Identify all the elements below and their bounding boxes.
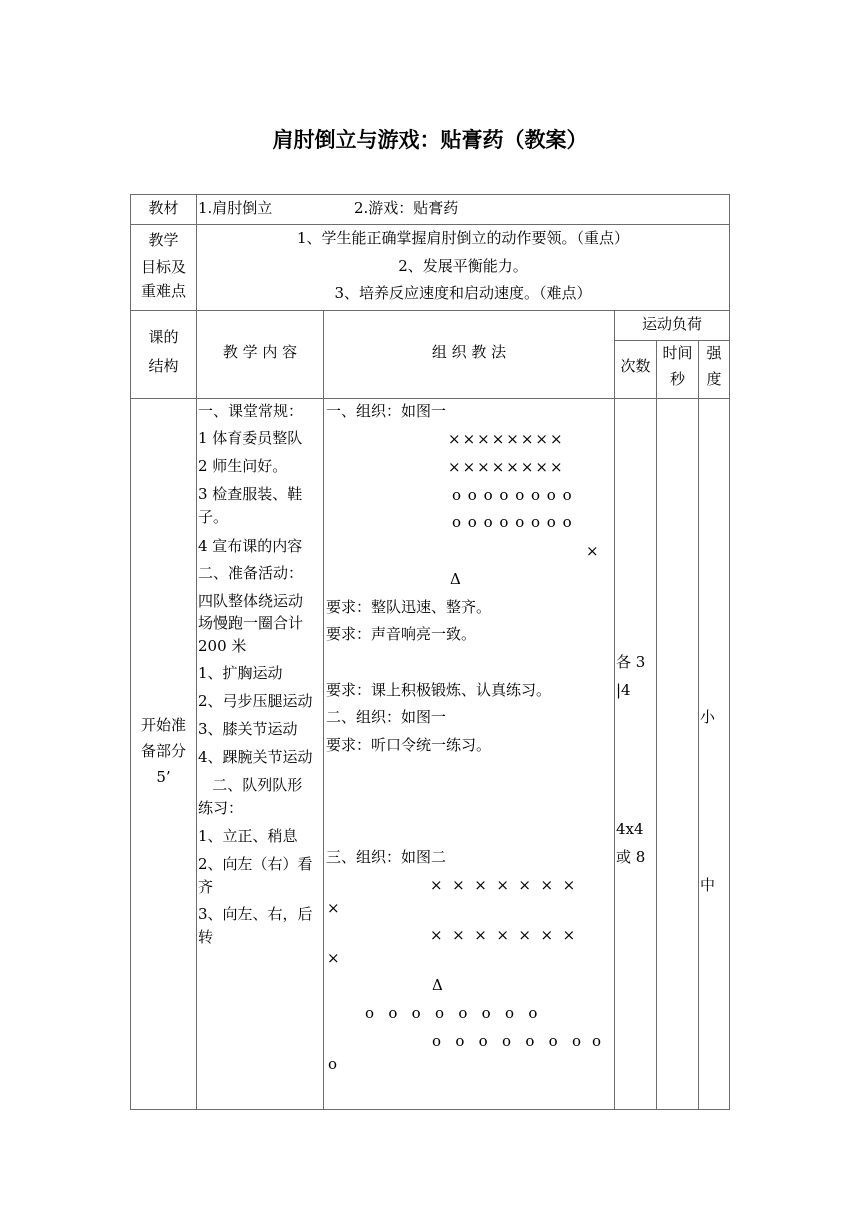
formation-single-cross: × <box>586 542 599 560</box>
section-line-2: 备部分 <box>140 742 186 760</box>
count-value-4: 或 8 <box>616 848 646 866</box>
formation-cross-row: ×××××××× <box>448 430 565 448</box>
content-line: 3、向左、右，后 <box>198 905 313 923</box>
intensity-header-line-1: 强 <box>706 344 722 362</box>
formation-single-cross: × <box>327 899 340 917</box>
page-title: 肩肘倒立与游戏：贴膏药（教案） <box>272 128 588 152</box>
organization-3: 三、组织：如图二 <box>326 848 447 866</box>
content-line: 1、立正、稍息 <box>198 827 298 845</box>
time-header-line-2: 秒 <box>669 370 685 388</box>
content-line: 3、膝关节运动 <box>198 720 298 738</box>
goals-label-line-2: 目标及 <box>140 258 186 276</box>
content-line: 200 米 <box>198 637 247 655</box>
formation-spaced-cross-row: × × × × × × × <box>430 926 576 944</box>
content-line: 2、向左（右）看 <box>198 855 313 873</box>
section-line-3: 5’ <box>156 768 171 786</box>
formation-single-circle: o <box>592 1032 602 1050</box>
intensity-header-line-2: 度 <box>706 370 722 388</box>
requirement-2: 要求：声音响亮一致。 <box>326 625 477 643</box>
teacher-triangle: Δ <box>432 976 443 994</box>
goals-label-line-1: 教学 <box>148 231 179 249</box>
content-line: 转 <box>198 928 214 946</box>
content-header: 教 学 内 容 <box>222 343 298 361</box>
content-line: 1、扩胸运动 <box>198 664 283 682</box>
requirement-4: 要求：听口令统一练习。 <box>326 736 492 754</box>
content-line: 一、课堂常规： <box>198 402 304 420</box>
structure-header-line-1: 课的 <box>148 328 179 346</box>
organization-2: 二、组织：如图一 <box>326 708 447 726</box>
formation-spaced-circle-row: o o o o o o o <box>432 1032 582 1050</box>
count-value-1: 各 3 <box>616 653 646 671</box>
formation-single-circle: o <box>328 1055 338 1073</box>
count-value-3: 4x4 <box>616 820 644 838</box>
count-value-2: |4 <box>616 681 631 699</box>
goal-line-1: 1、学生能正确掌握肩肘倒立的动作要领。（重点） <box>296 229 630 247</box>
content-line: 3 检查服装、鞋 <box>198 485 303 503</box>
teacher-triangle: Δ <box>450 570 461 588</box>
formation-spaced-circle-row: o o o o o o o o <box>365 1004 538 1022</box>
content-line: 子。 <box>198 508 229 526</box>
goal-line-3: 3、培养反应速度和启动速度。（难点） <box>334 284 592 302</box>
material-item-2: 2.游戏：贴膏药 <box>354 199 459 217</box>
requirement-1: 要求：整队迅速、整齐。 <box>326 598 492 616</box>
content-line: 二、准备活动： <box>198 564 304 582</box>
content-line: 4、踝腕关节运动 <box>198 748 313 766</box>
content-line: 2、弓步压腿运动 <box>198 692 313 710</box>
content-line: 练习： <box>198 799 244 817</box>
content-line: 4 宣布课的内容 <box>198 537 303 555</box>
formation-circle-row: o o o o o o o o <box>452 486 573 504</box>
time-header-line-1: 时间 <box>662 344 693 362</box>
formation-cross-row: ×××××××× <box>448 458 565 476</box>
intensity-value-1: 小 <box>700 708 716 726</box>
requirement-3: 要求：课上积极锻炼、认真练习。 <box>326 681 552 699</box>
organization-1: 一、组织：如图一 <box>326 402 447 420</box>
load-header: 运动负荷 <box>641 315 702 333</box>
count-header: 次数 <box>620 357 651 375</box>
goals-label-line-3: 重难点 <box>140 282 186 300</box>
material-item-1: 1.肩肘倒立 <box>198 199 273 217</box>
structure-header-line-2: 结构 <box>148 357 179 375</box>
formation-single-cross: × <box>327 949 340 967</box>
content-line: 齐 <box>198 878 214 896</box>
material-label: 教材 <box>148 199 179 217</box>
intensity-value-2: 中 <box>700 876 716 894</box>
section-line-1: 开始准 <box>140 716 186 734</box>
content-line: 场慢跑一圈合计 <box>198 614 304 632</box>
goal-line-2: 2、发展平衡能力。 <box>398 257 528 275</box>
content-line: 二、队列队形 <box>198 776 303 794</box>
formation-spaced-cross-row: × × × × × × × <box>430 876 576 894</box>
formation-circle-row: o o o o o o o o <box>452 513 573 531</box>
method-header: 组 织 教 法 <box>431 343 507 361</box>
content-line: 四队整体绕运动 <box>198 592 304 610</box>
content-line: 2 师生问好。 <box>198 457 288 475</box>
content-line: 1 体育委员整队 <box>198 429 303 447</box>
